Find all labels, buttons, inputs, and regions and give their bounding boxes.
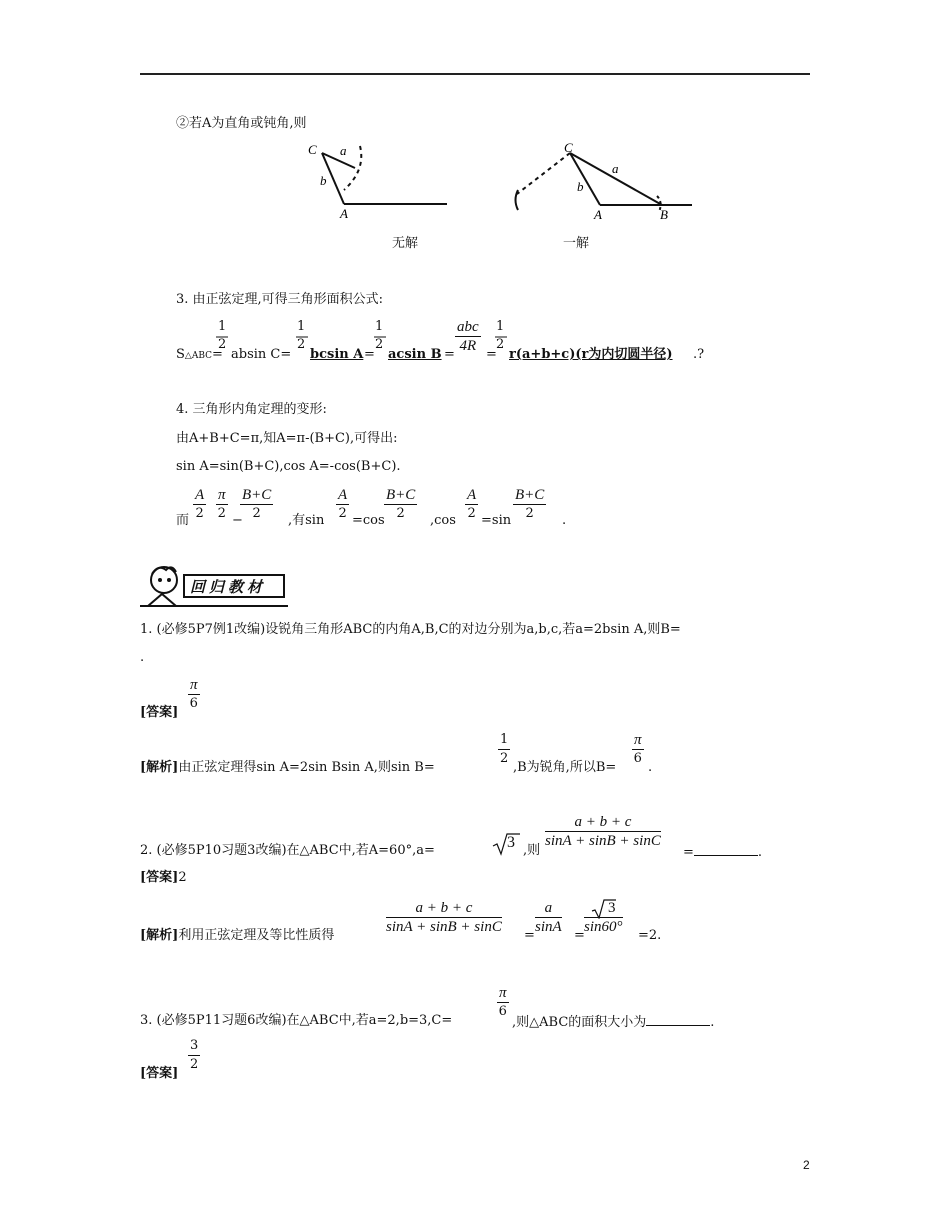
q2-tail: = . [683,845,763,860]
q2-text: 2. (必修5P10习题3改编)在△ABC中,若A=60°,a= [140,843,435,858]
eq-cos: =cos [352,513,385,528]
page-number: 2 [803,1158,810,1172]
q1-pi6: $\frac{\pi}{6}$ [633,732,642,766]
label-A: A [340,206,348,221]
section4-heading: 4. 三角形内角定理的变形: [176,402,327,417]
period: . [562,513,567,528]
label-C: C [308,142,317,157]
label-b: b [320,173,327,188]
q2-answer: [答案]2 [140,870,187,885]
q1-analysis: [解析]由正弦定理得sin A=2sin Bsin A,则sin B= [140,760,435,775]
answer-blank[interactable] [646,1013,710,1026]
q2-result: =2. [638,928,662,943]
q1-answer-frac: $\frac{\pi}{6}$ [189,677,198,711]
q2-analysis-frac1: $\frac{a + b + c}{\sin A + \sin B + \sin C}$ [386,900,502,935]
frac-pi-2: $\frac{\pi}{2}$ [217,487,226,521]
q3-answer-label: [答案] [140,1066,179,1081]
minus: − [232,513,243,528]
q2-analysis-frac3: $\frac{3}{\sin 60^\circ}$ [584,900,623,935]
eq2: = [364,347,375,362]
q2-analysis-frac2: $\frac{a}{\sin A}$ [535,900,562,935]
arc-left [516,190,519,210]
eq3: = [444,347,455,362]
er-text: 而 [176,513,190,528]
q3-text-b: ,则△ABC的面积大小为 . [512,1015,715,1030]
q3-answer-frac: $\frac{3}{2}$ [190,1038,199,1072]
q3-pi6: $\frac{\pi}{6}$ [498,985,507,1019]
comma-cos: ,cos [430,513,456,528]
q2-mid: ,则 [523,843,541,858]
section3-heading: 3. 由正弦定理,可得三角形面积公式: [176,292,384,307]
q2-analysis: [解析]利用正弦定理及等比性质得 [140,928,335,943]
you-sin: ,有sin [288,513,325,528]
frac-A-2: $\frac{A}{2}$ [195,487,205,521]
frac-A-2: $\frac{A}{2}$ [338,487,348,521]
caption-no-solution: 无解 [392,236,419,251]
eq: = [574,928,585,943]
q2-sqrt3: 3 [492,832,520,860]
figure-one-solution [505,138,695,228]
sqrt-sign [492,832,520,856]
frac-half-2: 1 2 [297,319,306,352]
case-heading: ②若A为直角或钝角,则 [176,116,307,131]
q1-analysis-mid: ,B为锐角,所以B= [513,760,617,775]
section4-line2: sin A=sin(B+C),cos A=-cos(B+C). [176,459,401,474]
frac-bar [495,336,507,338]
label-C: C [564,140,573,155]
frac-bar [216,336,228,338]
label-b: b [577,179,584,194]
answer-blank[interactable] [694,843,758,856]
frac-abc-4R: abc 4R [457,319,479,354]
header-rule [140,73,810,75]
figure-no-solution [300,138,460,228]
frac-A-2: $\frac{A}{2}$ [467,487,477,521]
q1-text: 1. (必修5P7例1改编)设锐角三角形ABC的内角A,B,C的对边分别为a,b,c,若a=2bsin A,则B= [140,622,681,637]
q1-dot: . [140,650,145,665]
q1-half: $\frac{1}{2}$ [500,732,509,766]
term-absinC: absin C= [231,347,292,362]
q1-end: . [648,760,653,775]
frac-BC-2: $\frac{B+C}{2}$ [242,487,272,521]
banner-return-to-textbook [140,562,290,614]
frac-bar [374,336,386,338]
term-acsinB: acsin B [388,347,442,362]
eq4: = [486,347,497,362]
frac-BC-2: $\frac{B+C}{2}$ [386,487,416,521]
dashed-line [517,153,570,194]
label-B: B [660,207,668,222]
term-r: r(a+b+c)(r为内切圆半径) [509,347,673,362]
caption-one-solution: 一解 [563,236,590,251]
tail: .? [693,347,705,362]
s-letter: S [176,347,185,362]
eq: = [524,928,535,943]
frac-BC-2: $\frac{B+C}{2}$ [515,487,545,521]
frac-bar [296,336,308,338]
q3-text-a: 3. (必修5P11习题6改编)在△ABC中,若a=2,b=3,C= [140,1013,453,1028]
frac-half-1: 1 2 [218,319,227,352]
banner-title: 回归教材 [190,578,267,596]
frac-half-3: 1 2 [375,319,384,352]
s-subscript: △ABC [184,351,212,361]
section4-line1: 由A+B+C=π,知A=π-(B+C),可得出: [176,431,398,446]
q2-fraction: $\frac{a + b + c}{\sin A + \sin B + \sin C}$ [545,814,661,849]
q1-answer-label: [答案] [140,705,179,720]
label-A: A [594,207,602,222]
term-bcsinA: bcsin A [310,347,364,362]
label-a: a [340,143,347,158]
eq-sign: = [212,347,223,362]
label-a: a [612,161,619,176]
frac-half-4: 1 2 [496,319,505,352]
eq-sin: =sin [481,513,512,528]
